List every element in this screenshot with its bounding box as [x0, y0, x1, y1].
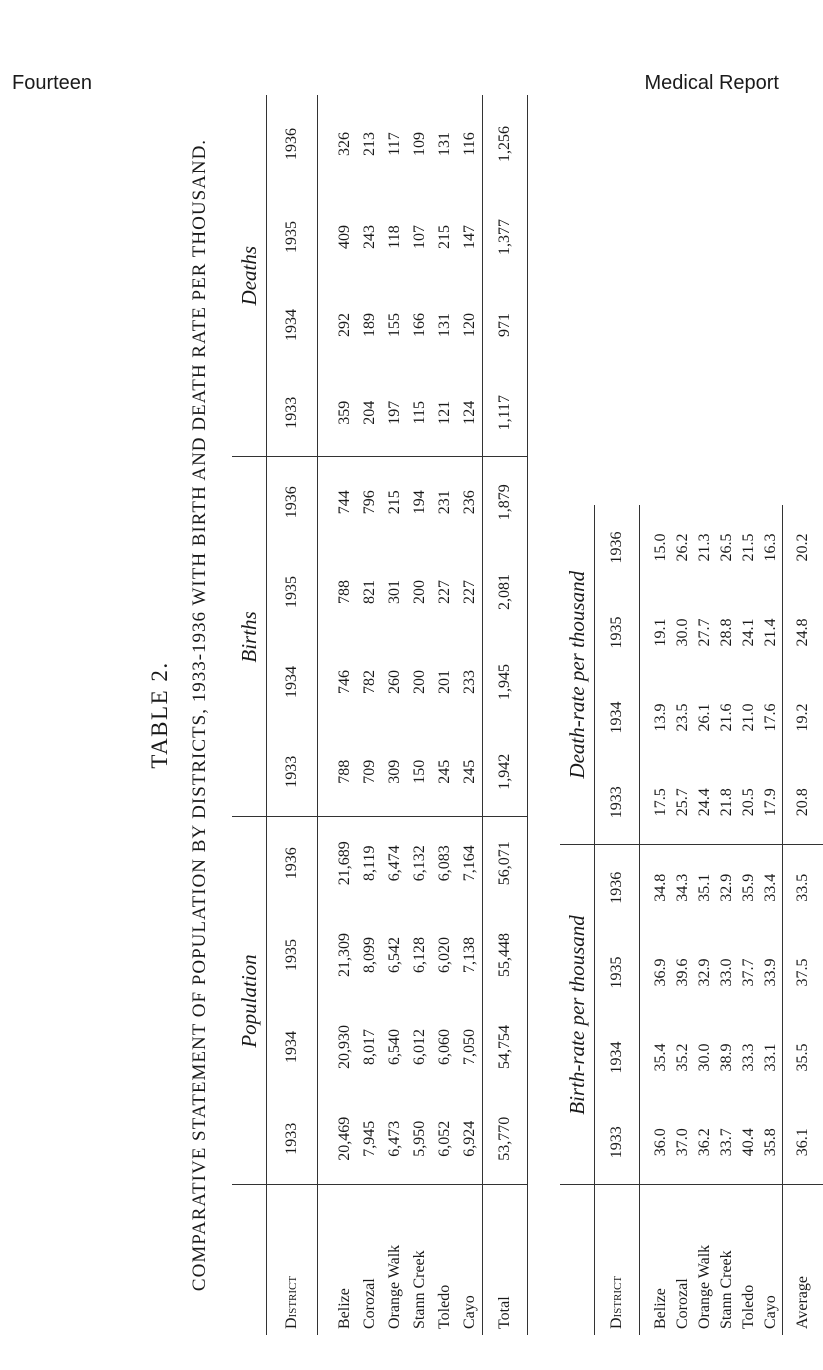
year-header: 1935 [595, 590, 640, 675]
death-rate-value: 21.5 [740, 533, 757, 562]
death-rate-value: 17.5 [640, 760, 673, 845]
death-rate-value: 13.9 [652, 703, 669, 732]
district-name: Cayo [762, 1295, 779, 1329]
births-value: 744 [336, 490, 353, 515]
birth-rate-value: 36.2 [694, 1100, 716, 1185]
average-death-rate: 20.8 [783, 760, 823, 845]
birth-rate-value: 35.9 [740, 873, 757, 902]
death-rate-value: 20.5 [738, 760, 760, 845]
total-deaths-value: 971 [483, 281, 528, 369]
population-value: 5,950 [407, 1093, 432, 1185]
population-value: 6,132 [411, 845, 428, 882]
year-header: 1934 [267, 281, 318, 369]
district-name: Stann Creek [718, 1250, 735, 1329]
year-header: 1933 [267, 1093, 318, 1185]
population-value: 6,083 [436, 845, 453, 882]
total-deaths-value: 1,117 [483, 369, 528, 457]
birth-rate-value: 40.4 [738, 1100, 760, 1185]
deaths-value: 120 [461, 312, 478, 337]
group-header-population: Population [232, 817, 267, 1185]
population-value: 20,469 [318, 1093, 358, 1185]
birth-rate-value: 35.8 [760, 1100, 783, 1185]
district-name: Cayo [461, 1295, 478, 1329]
deaths-value: 213 [361, 131, 378, 156]
year-header: 1936 [267, 457, 318, 547]
birth-rate-value: 33.1 [762, 1043, 779, 1072]
population-value: 6,473 [382, 1093, 407, 1185]
death-rate-value: 21.0 [740, 703, 757, 732]
population-value: 6,020 [436, 937, 453, 973]
group-header-birth-rate: Birth-rate per thousand [560, 845, 595, 1185]
average-row [783, 505, 823, 1335]
district-name: Toledo [740, 1284, 757, 1329]
district-name: Belize [652, 1288, 669, 1329]
population-value: 21,309 [336, 933, 353, 977]
deaths-value: 118 [386, 225, 403, 249]
table-row [738, 505, 760, 1335]
year-header: 1934 [267, 1001, 318, 1093]
birth-rate-value: 33.4 [762, 873, 779, 902]
deaths-value: 147 [461, 224, 478, 249]
deaths-value: 107 [411, 224, 428, 249]
population-value: 8,017 [361, 1029, 378, 1065]
birth-rate-value: 38.9 [718, 1043, 735, 1072]
year-header: 1936 [595, 505, 640, 590]
group-header-deaths: Deaths [232, 95, 267, 457]
birth-rate-value: 32.9 [718, 873, 735, 902]
death-rate-value: 26.2 [674, 533, 691, 562]
total-population-value: 55,448 [483, 909, 528, 1001]
birth-rate-value: 37.7 [740, 958, 757, 987]
birth-rate-value: 32.9 [696, 958, 713, 987]
births-value: 215 [386, 490, 403, 515]
deaths-value: 115 [407, 369, 432, 457]
birth-rate-value: 30.0 [696, 1043, 713, 1072]
deaths-value: 109 [411, 131, 428, 156]
table-row [457, 95, 483, 1335]
average-death-rate: 19.2 [783, 675, 823, 760]
table-row [318, 95, 358, 1335]
deaths-value: 409 [336, 224, 353, 249]
births-value: 301 [386, 579, 403, 604]
deaths-value: 359 [318, 369, 358, 457]
population-value: 6,542 [386, 937, 403, 973]
birth-rate-value: 33.7 [716, 1100, 738, 1185]
table-title [140, 95, 180, 1335]
births-value: 746 [336, 669, 353, 694]
total-births-value: 1,942 [483, 727, 528, 817]
death-rate-value: 16.3 [762, 533, 779, 562]
page-number: Fourteen [12, 72, 93, 94]
population-births-deaths-table [232, 95, 528, 1335]
table-row [640, 505, 673, 1335]
birth-rate-value: 35.4 [652, 1043, 669, 1072]
district-header: District [595, 1185, 640, 1335]
average-death-rate: 20.2 [783, 505, 823, 590]
births-value: 233 [461, 669, 478, 694]
births-value: 150 [407, 727, 432, 817]
district-name: Orange Walk [386, 1244, 403, 1329]
year-header: 1936 [267, 95, 318, 193]
population-value: 6,540 [386, 1029, 403, 1065]
births-value: 309 [382, 727, 407, 817]
death-rate-value: 17.6 [762, 703, 779, 732]
deaths-value: 131 [436, 312, 453, 337]
population-value: 8,119 [361, 845, 378, 881]
table-row [672, 505, 694, 1335]
table-row [716, 505, 738, 1335]
births-value: 200 [411, 669, 428, 694]
death-rate-value: 17.9 [760, 760, 783, 845]
population-value: 7,138 [461, 937, 478, 973]
year-header: 1934 [267, 637, 318, 727]
births-value: 200 [411, 579, 428, 604]
total-population-value: 56,071 [483, 817, 528, 909]
deaths-value: 124 [457, 369, 483, 457]
table-row [694, 505, 716, 1335]
births-value: 201 [436, 669, 453, 694]
deaths-value: 117 [386, 132, 403, 156]
birth-rate-value: 33.3 [740, 1043, 757, 1072]
total-births-value: 1,879 [483, 457, 528, 547]
births-value: 788 [336, 579, 353, 604]
corner-cell [232, 1185, 267, 1335]
year-header: 1933 [267, 727, 318, 817]
year-header: 1933 [595, 1100, 640, 1185]
death-rate-value: 21.8 [716, 760, 738, 845]
population-value: 6,128 [411, 937, 428, 973]
deaths-value: 243 [361, 224, 378, 249]
births-value: 788 [318, 727, 358, 817]
district-name: Corozal [674, 1278, 691, 1329]
rates-section [560, 95, 811, 1335]
deaths-value: 326 [336, 131, 353, 156]
birth-rate-value: 37.0 [672, 1100, 694, 1185]
deaths-value: 116 [461, 132, 478, 156]
year-header: 1935 [267, 193, 318, 281]
population-value: 6,052 [432, 1093, 457, 1185]
year-header: 1935 [267, 909, 318, 1001]
total-label: Total [483, 1185, 528, 1335]
total-row [483, 95, 528, 1335]
population-value: 6,924 [457, 1093, 483, 1185]
average-birth-rate: 35.5 [783, 1015, 823, 1100]
births-value: 227 [436, 579, 453, 604]
year-header: 1936 [595, 845, 640, 930]
death-rate-value: 23.5 [674, 703, 691, 732]
birth-rate-value: 34.8 [652, 873, 669, 902]
district-name: Orange Walk [696, 1244, 713, 1329]
year-header: 1934 [595, 675, 640, 760]
table-body [318, 95, 528, 1335]
population-value: 21,689 [336, 841, 353, 886]
year-header: 1934 [595, 1015, 640, 1100]
death-rate-value: 26.5 [718, 533, 735, 562]
births-value: 796 [361, 490, 378, 515]
population-value: 6,474 [386, 845, 403, 882]
average-birth-rate: 33.5 [783, 845, 823, 930]
births-value: 231 [436, 490, 453, 515]
total-population-value: 53,770 [483, 1093, 528, 1185]
deaths-value: 121 [432, 369, 457, 457]
deaths-value: 189 [361, 312, 378, 337]
total-births-value: 2,081 [483, 547, 528, 637]
births-value: 236 [461, 490, 478, 515]
table-row [407, 95, 432, 1335]
district-header: District [267, 1185, 318, 1335]
births-value: 821 [361, 579, 378, 604]
birth-rate-value: 35.2 [674, 1043, 691, 1072]
population-value: 7,164 [461, 845, 478, 882]
death-rate-value: 30.0 [674, 618, 691, 647]
death-rate-value: 25.7 [672, 760, 694, 845]
table-number: TABLE 2. [147, 661, 172, 769]
births-value: 227 [461, 579, 478, 604]
group-header-births: Births [232, 457, 267, 817]
running-title: Medical Report [644, 72, 779, 94]
deaths-value: 166 [411, 312, 428, 337]
births-value: 245 [432, 727, 457, 817]
population-value: 20,930 [336, 1025, 353, 1069]
population-value: 7,945 [357, 1093, 382, 1185]
death-rate-value: 21.6 [718, 703, 735, 732]
population-value: 7,050 [461, 1029, 478, 1065]
total-deaths-value: 1,377 [483, 193, 528, 281]
year-header: 1933 [267, 369, 318, 457]
average-death-rate: 24.8 [783, 590, 823, 675]
year-header: 1936 [267, 817, 318, 909]
rates-table [560, 505, 823, 1335]
table-row [382, 95, 407, 1335]
corner-cell [560, 1185, 595, 1335]
district-name: Belize [336, 1288, 353, 1329]
birth-rate-value: 36.0 [640, 1100, 673, 1185]
district-name: Stann Creek [411, 1250, 428, 1329]
death-rate-value: 24.1 [740, 618, 757, 647]
births-value: 245 [457, 727, 483, 817]
birth-rate-value: 36.9 [652, 958, 669, 987]
total-births-value: 1,945 [483, 637, 528, 727]
birth-rate-value: 35.1 [696, 873, 713, 902]
death-rate-value: 21.3 [696, 533, 713, 562]
death-rate-value: 24.4 [694, 760, 716, 845]
year-header: 1935 [267, 547, 318, 637]
deaths-value: 204 [357, 369, 382, 457]
rotated-table-block [140, 95, 811, 1335]
population-value: 6,060 [436, 1029, 453, 1065]
death-rate-value: 21.4 [762, 618, 779, 647]
deaths-value: 131 [436, 131, 453, 156]
deaths-value: 215 [436, 224, 453, 249]
birth-rate-value: 39.6 [674, 958, 691, 987]
year-header: 1935 [595, 930, 640, 1015]
birth-rate-value: 33.9 [762, 958, 779, 987]
table-row [357, 95, 382, 1335]
average-birth-rate: 37.5 [783, 930, 823, 1015]
death-rate-value: 15.0 [652, 533, 669, 562]
group-header-death-rate: Death-rate per thousand [560, 505, 595, 845]
death-rate-value: 28.8 [718, 618, 735, 647]
district-name: Toledo [436, 1284, 453, 1329]
births-value: 709 [357, 727, 382, 817]
table-row [432, 95, 457, 1335]
birth-rate-value: 33.0 [718, 958, 735, 987]
death-rate-value: 27.7 [696, 618, 713, 647]
births-value: 260 [386, 669, 403, 694]
table-caption: COMPARATIVE STATEMENT OF POPULATION BY DISTRICTS, 1933-1936 WITH BIRTH AND DEATH RATE PER THOUSAND. [189, 138, 210, 1292]
table-row [760, 505, 783, 1335]
deaths-value: 155 [386, 312, 403, 337]
death-rate-value: 26.1 [696, 703, 713, 732]
average-label: Average [783, 1185, 823, 1335]
year-header: 1933 [595, 760, 640, 845]
deaths-value: 197 [382, 369, 407, 457]
deaths-value: 292 [336, 312, 353, 337]
total-deaths-value: 1,256 [483, 95, 528, 193]
total-population-value: 54,754 [483, 1001, 528, 1093]
average-birth-rate: 36.1 [783, 1100, 823, 1185]
population-value: 8,099 [361, 937, 378, 973]
district-name: Corozal [361, 1278, 378, 1329]
table-body [640, 505, 823, 1335]
births-value: 194 [411, 490, 428, 515]
death-rate-value: 19.1 [652, 618, 669, 647]
births-value: 782 [361, 669, 378, 694]
birth-rate-value: 34.3 [674, 873, 691, 902]
population-value: 6,012 [411, 1029, 428, 1065]
